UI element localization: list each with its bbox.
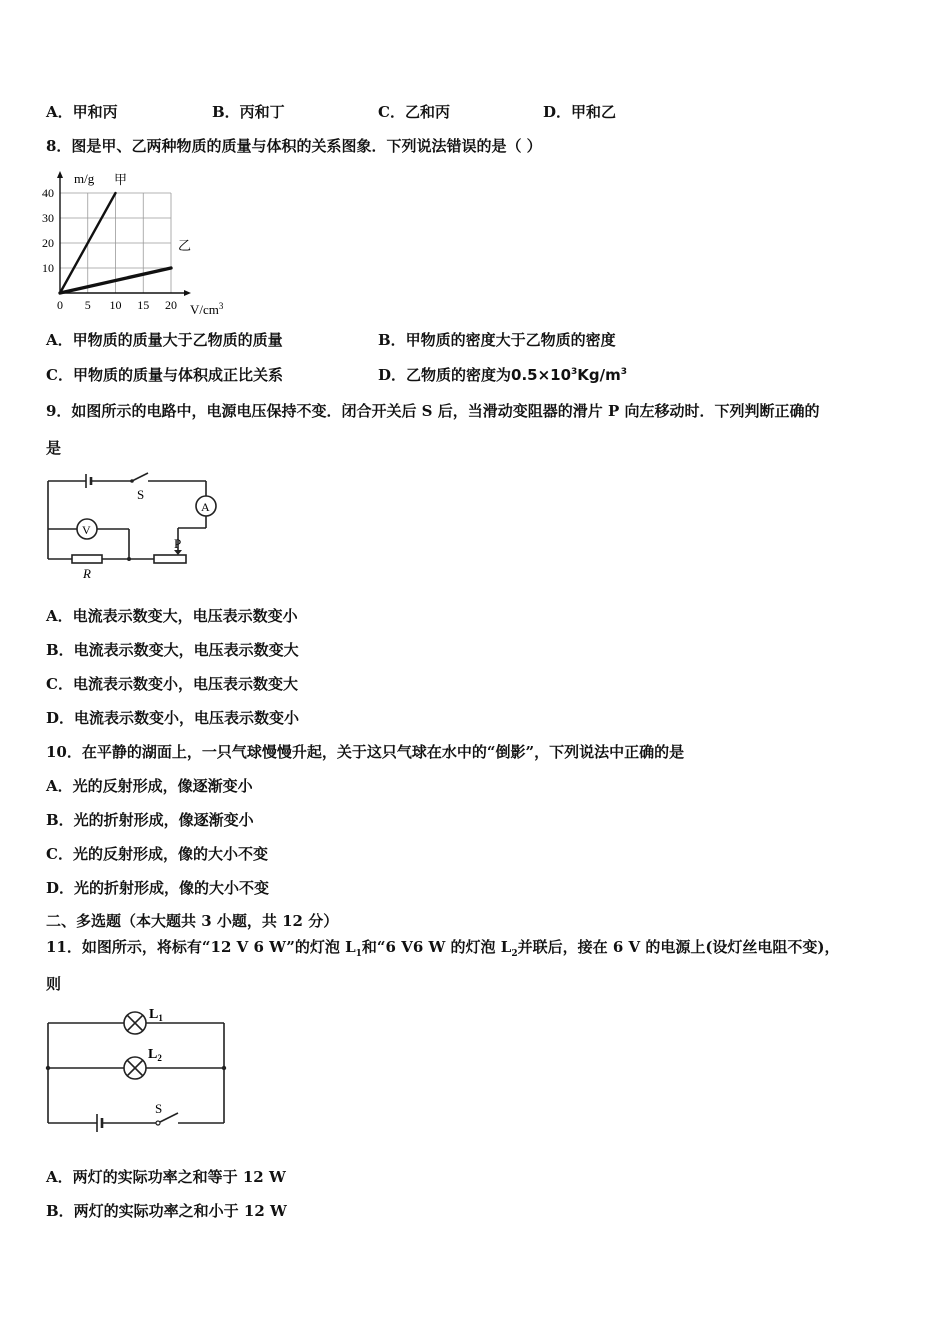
q9-stem-line2: 是	[46, 439, 62, 457]
chart-x-label-text: V/cm	[190, 302, 219, 317]
y-tick-label-10: 10	[42, 261, 54, 275]
q9-stem-line1: 9．如图所示的电路中，电源电压保持不变．闭合开关后 S 后，当滑动变阻器的滑片 P 向左移动时．下列判断正确的	[46, 402, 820, 420]
x-axis-arrow-icon	[184, 290, 191, 296]
q8-option-d-value: 0.5×10	[511, 366, 572, 384]
q10-option-c: C．光的反射形成，像的大小不变	[46, 845, 268, 863]
label-l1-sub: 1	[158, 1013, 163, 1023]
q9-option-c: C．电流表示数变小，电压表示数变大	[46, 675, 298, 693]
y-axis-arrow-icon	[57, 171, 63, 178]
label-l2	[148, 1047, 162, 1063]
q8-option-b: B．甲物质的密度大于乙物质的密度	[378, 331, 616, 349]
q8-option-d-unit: Kg/m	[577, 366, 621, 384]
q8-stem: 8．图是甲、乙两种物质的质量与体积的关系图象．下列说法错误的是（ ）	[46, 137, 542, 155]
x-tick-label-0: 0	[57, 298, 63, 312]
switch-pivot	[130, 479, 134, 483]
rheostat	[154, 555, 186, 563]
junction-right	[222, 1066, 226, 1070]
chart-grid	[60, 193, 171, 293]
chart-y-label: m/g	[74, 171, 95, 186]
q9-option-d: D．电流表示数变小，电压表示数变小	[46, 709, 300, 727]
y-tick-label-20: 20	[42, 236, 54, 250]
chart-x-label	[190, 301, 224, 317]
label-switch-s: S	[155, 1101, 163, 1116]
q10-option-a: A．光的反射形成，像逐渐变小	[46, 777, 253, 795]
y-tick-label-30: 30	[42, 211, 54, 225]
series-label-jia: 甲	[114, 172, 128, 187]
q8-option-a: A．甲物质的质量大于乙物质的质量	[46, 331, 283, 349]
label-l1	[149, 1007, 163, 1023]
q8-option-d	[378, 365, 627, 385]
q11-stem-part3: 并联后，接在 6 V 的电源上(设灯丝电阻不变)，	[517, 938, 840, 956]
y-tick-label-40: 40	[42, 186, 54, 200]
x-tick-label-10: 10	[109, 298, 122, 312]
q10-option-b: B．光的折射形成，像逐渐变小	[46, 811, 254, 829]
resistor-r	[72, 555, 102, 563]
label-l1-text: L	[149, 1007, 159, 1022]
label-voltmeter-v: V	[82, 523, 91, 537]
q11-stem-sub1: 1	[355, 949, 362, 959]
q11-stem-part1: 11．如图所示，将标有“12 V 6 W”的灯泡 L	[46, 938, 356, 956]
q10-option-d: D．光的折射形成，像的大小不变	[46, 879, 270, 897]
q11-stem-line1	[46, 937, 840, 957]
q8-option-c: C．甲物质的质量与体积成正比关系	[46, 366, 283, 384]
q9-option-a: A．电流表示数变大，电压表示数变小	[46, 607, 298, 625]
junction-left	[46, 1066, 50, 1070]
q11-stem-line2: 则	[46, 975, 62, 993]
q8-mass-volume-chart	[40, 168, 240, 318]
q11-option-b: B．两灯的实际功率之和小于 12 W	[46, 1202, 287, 1220]
q7-option-c: C．乙和丙	[378, 103, 450, 121]
label-resistor-r: R	[83, 566, 91, 581]
chart-x-label-exp: 3	[218, 301, 224, 311]
q9-circuit-diagram	[40, 470, 230, 585]
q11-option-a: A．两灯的实际功率之和等于 12 W	[46, 1168, 286, 1186]
q7-option-d: D．甲和乙	[543, 103, 617, 121]
q10-stem: 10．在平静的湖面上，一只气球慢慢升起，关于这只气球在水中的“倒影”，下列说法中正确的是	[46, 743, 685, 761]
series-label-yi: 乙	[178, 238, 192, 253]
q8-option-d-prefix: D．乙物质的密度为	[378, 366, 512, 384]
q7-option-b: B．丙和丁	[212, 103, 285, 121]
q7-option-a: A．甲和丙	[46, 103, 118, 121]
x-tick-label-20: 20	[165, 298, 177, 312]
section2-title: 二、多选题（本大题共 3 小题，共 12 分）	[46, 912, 339, 930]
switch-pivot	[156, 1121, 160, 1125]
x-tick-label-15: 15	[137, 298, 150, 312]
label-l2-text: L	[148, 1047, 158, 1062]
switch-blade	[132, 473, 148, 481]
label-ammeter-a: A	[201, 500, 210, 514]
x-tick-label-5: 5	[84, 298, 91, 312]
junction-dot	[127, 557, 131, 561]
q8-option-d-exp: 3	[571, 367, 578, 377]
q11-stem-part2: 和“6 V6 W 的灯泡 L	[361, 938, 512, 956]
q9-option-b: B．电流表示数变大，电压表示数变大	[46, 641, 299, 659]
q11-stem-sub2: 2	[511, 949, 518, 959]
label-l2-sub: 2	[157, 1053, 162, 1063]
label-slider-p: P	[174, 536, 182, 551]
label-switch-s: S	[137, 487, 145, 502]
q8-option-d-unit-exp: 3	[620, 367, 628, 377]
q11-circuit-diagram	[40, 1005, 230, 1135]
